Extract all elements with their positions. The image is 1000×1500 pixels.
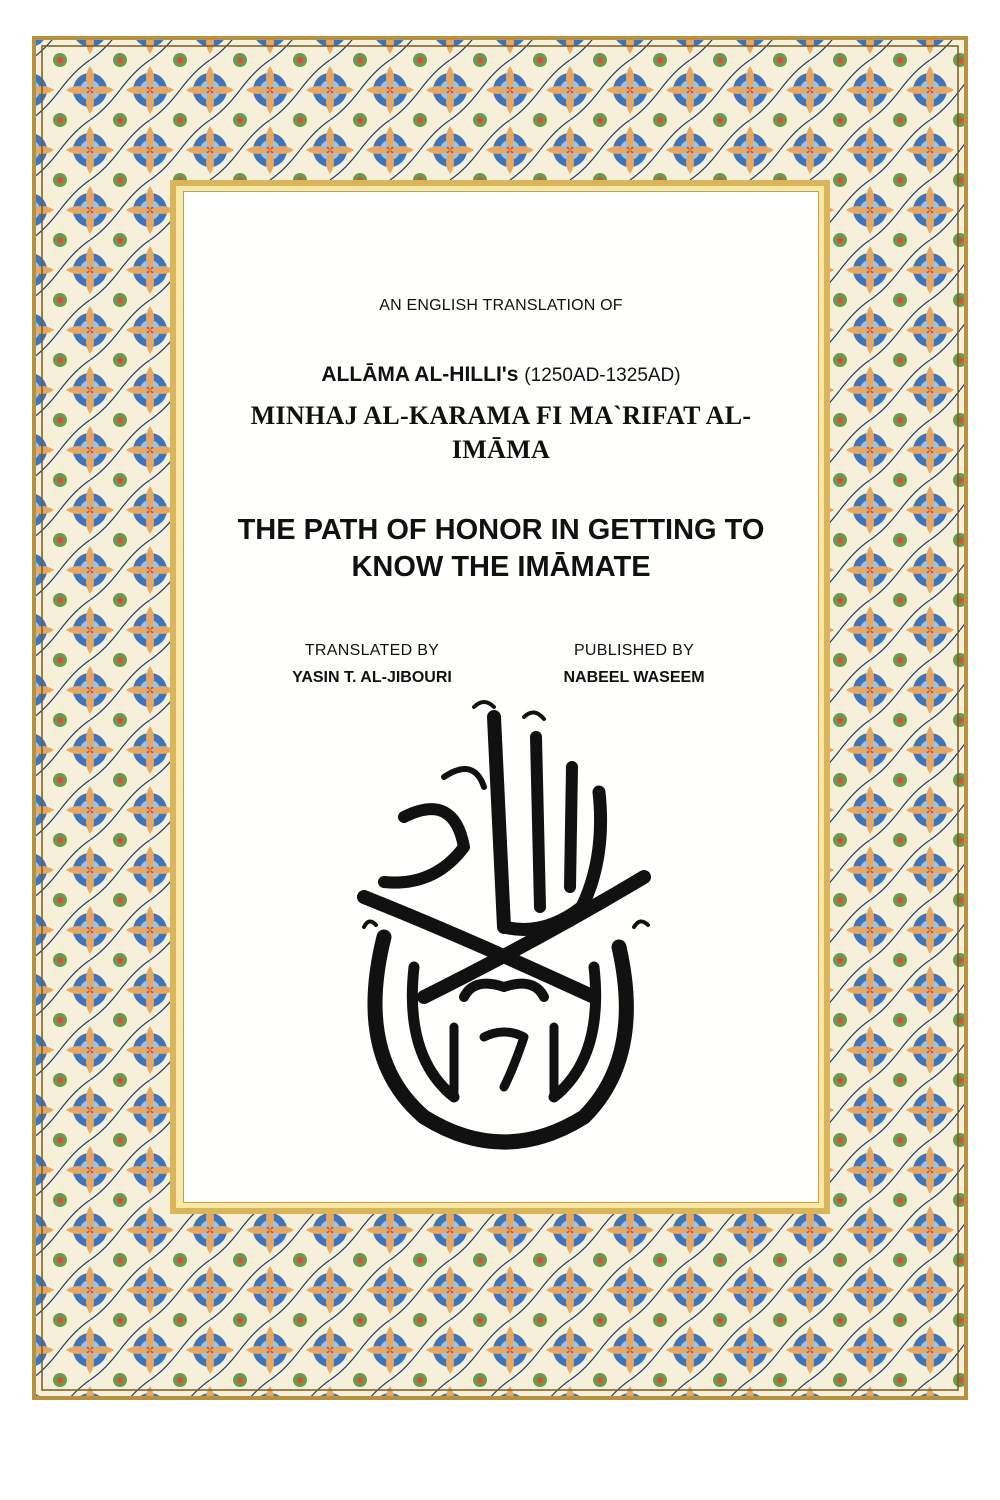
- translator-credit: [252, 642, 492, 687]
- translator-name: YASIN T. AL-JIBOURI: [292, 669, 452, 686]
- allahu-akbar-calligraphy-icon: [344, 697, 664, 1167]
- author-name: ALLĀMA AL-HILLI's: [321, 363, 519, 386]
- author-dates: (1250AD-1325AD): [524, 365, 681, 386]
- original-title: MINHAJ AL-KARAMA FI MA`RIFAT AL-IMĀMA: [250, 401, 752, 464]
- published-by-label: PUBLISHED BY: [573, 642, 695, 659]
- author-line: [184, 363, 818, 387]
- translated-by-label: TRANSLATED BY: [304, 642, 440, 659]
- publisher-credit: [514, 642, 754, 687]
- english-title: THE PATH OF HONOR IN GETTING TO KNOW THE IMĀMATE: [237, 514, 765, 583]
- publisher-name: NABEEL WASEEM: [563, 669, 705, 686]
- intro-line: AN ENGLISH TRANSLATION OF: [379, 297, 623, 314]
- title-panel: [184, 192, 818, 1202]
